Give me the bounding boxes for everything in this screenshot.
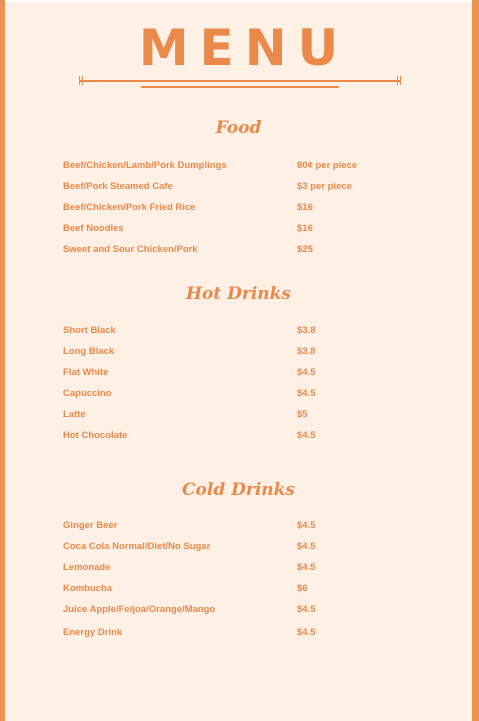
menu-item — [5, 409, 472, 423]
item-price: $3.8 — [297, 346, 316, 357]
item-price: $4.5 — [297, 388, 316, 399]
menu-item — [5, 430, 472, 444]
item-name: Ginger Beer — [63, 520, 118, 531]
menu-item — [5, 367, 472, 381]
menu-item — [5, 244, 472, 258]
title-divider-short — [141, 86, 339, 88]
section-title-hot-drinks: Hot Drinks — [185, 284, 292, 304]
item-price: $16 — [297, 202, 313, 213]
item-price: $4.5 — [297, 541, 316, 552]
item-name: Energy Drink — [63, 627, 123, 638]
item-price: $4.5 — [297, 604, 316, 615]
menu-item — [5, 202, 472, 216]
item-price: 80¢ per piece — [297, 160, 358, 171]
menu-item — [5, 627, 472, 641]
item-name: Lemonade — [63, 562, 111, 573]
item-price: $4.5 — [297, 627, 316, 638]
menu-title: MENU — [138, 19, 350, 77]
item-name: Long Black — [63, 346, 115, 357]
item-price: $16 — [297, 223, 313, 234]
item-price: $25 — [297, 244, 313, 255]
item-price: $4.5 — [297, 367, 316, 378]
item-price: $5 — [297, 409, 308, 420]
item-name: Beef/Chicken/Pork Fried Rice — [63, 202, 196, 213]
menu-item — [5, 388, 472, 402]
item-name: Short Black — [63, 325, 116, 336]
menu-item — [5, 223, 472, 237]
section-title-food: Food — [215, 118, 262, 138]
menu-item — [5, 562, 472, 576]
item-name: Sweet and Sour Chicken/Pork — [63, 244, 198, 255]
item-name: Juice Apple/Feijoa/Orange/Mango — [63, 604, 216, 615]
item-name: Kombucha — [63, 583, 113, 594]
section-title-cold-drinks: Cold Drinks — [182, 480, 295, 500]
item-price: $6 — [297, 583, 308, 594]
menu-item — [5, 160, 472, 174]
menu-item — [5, 520, 472, 534]
item-price: $4.5 — [297, 520, 316, 531]
item-name: Beef Noodles — [63, 223, 124, 234]
title-divider-long — [79, 80, 401, 82]
item-name: Hot Chocolate — [63, 430, 128, 441]
item-name: Beef/Chicken/Lamb/Pork Dumplings — [63, 160, 227, 171]
item-price: $4.5 — [297, 562, 316, 573]
menu-item — [5, 541, 472, 555]
item-name: Latte — [63, 409, 86, 420]
menu-item — [5, 181, 472, 195]
item-name: Capuccino — [63, 388, 112, 399]
item-name: Coca Cola Normal/Diet/No Sugar — [63, 541, 211, 552]
divider-tick-right-inner — [397, 76, 398, 85]
menu-item — [5, 604, 472, 618]
item-price: $3.8 — [297, 325, 316, 336]
item-name: Beef/Pork Steamed Cafe — [63, 181, 173, 192]
menu-item — [5, 346, 472, 360]
item-price: $4.5 — [297, 430, 316, 441]
menu-item — [5, 583, 472, 597]
item-price: $3 per piece — [297, 181, 352, 192]
menu-item — [5, 325, 472, 339]
item-name: Flat White — [63, 367, 109, 378]
divider-tick-left-inner — [82, 76, 83, 85]
divider-tick-left-outer — [79, 76, 80, 85]
divider-tick-right-outer — [400, 76, 401, 85]
